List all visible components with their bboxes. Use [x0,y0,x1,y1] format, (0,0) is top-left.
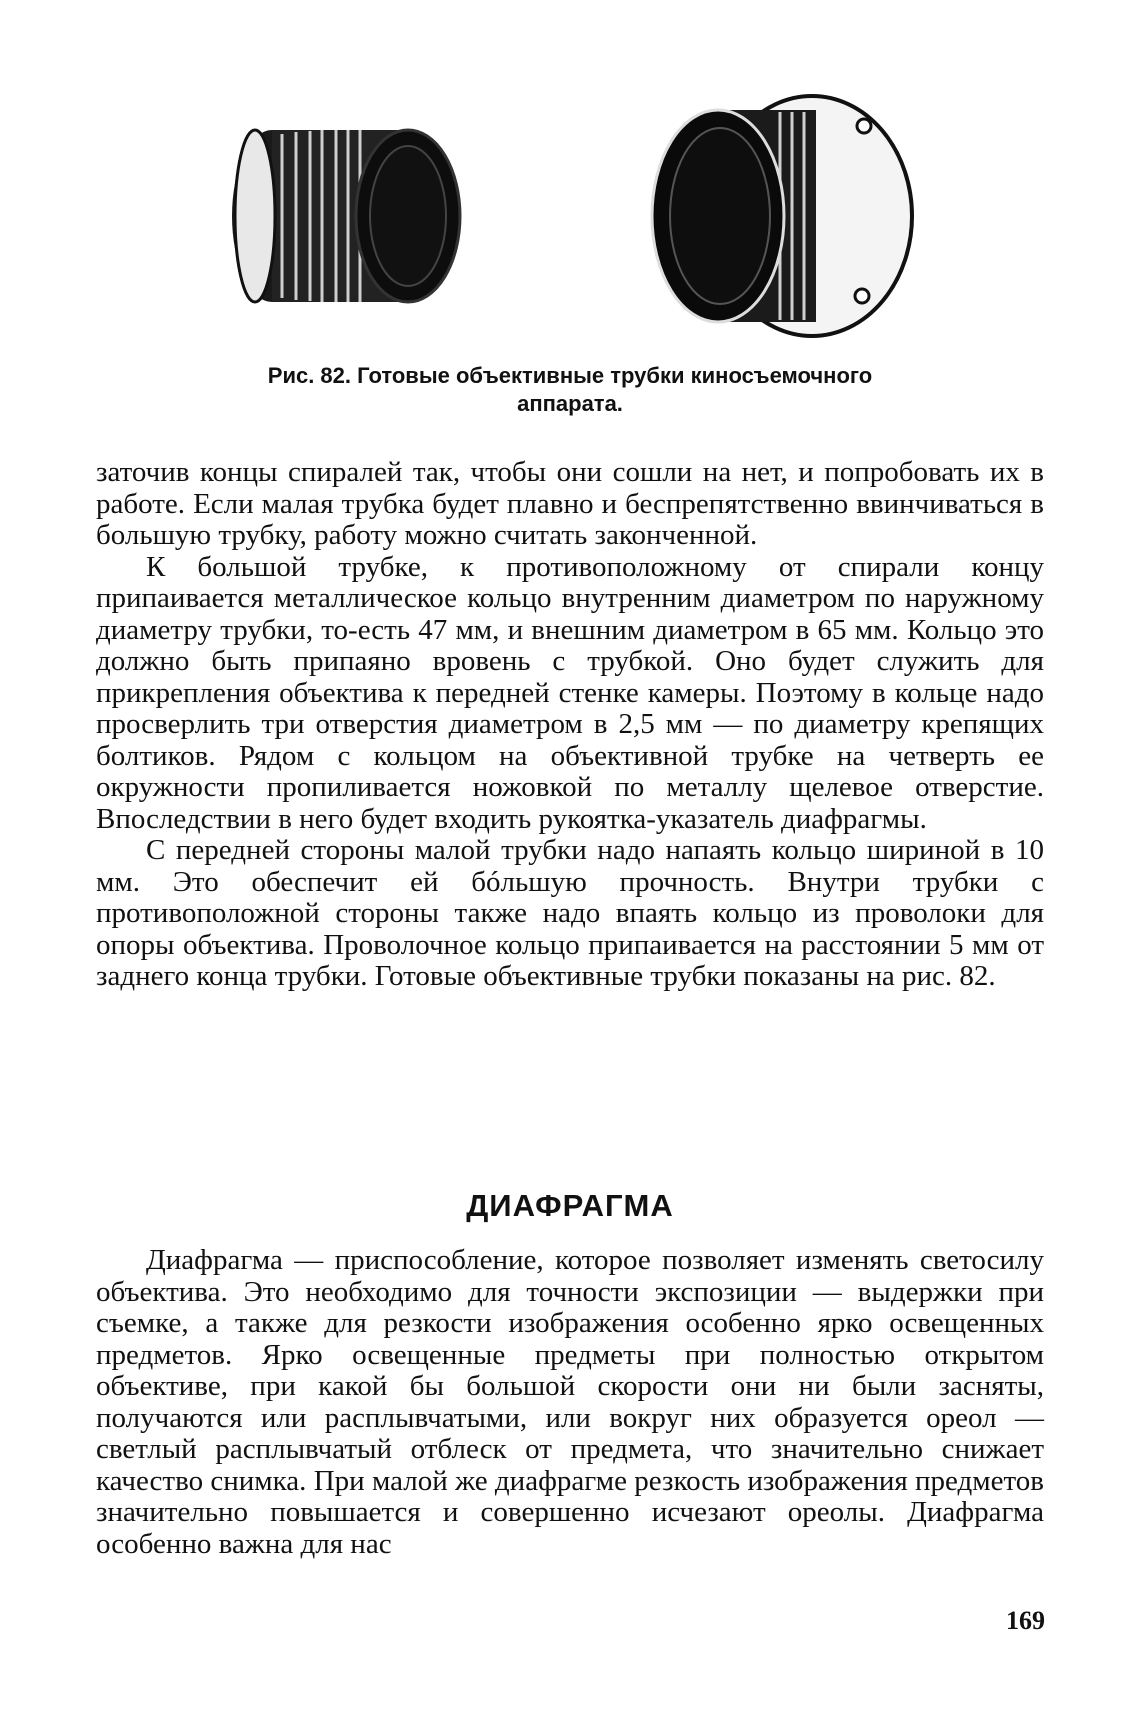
lens-tubes-illustration [0,0,1140,360]
figure-caption [150,362,990,418]
large-lens-tube-with-flange-image [652,96,912,336]
paragraph-3: С передней стороны малой трубки надо напаять кольцо шириной в 10 мм. Это обеспечит ей бóльшую прочность. Внутри трубки с противоположной стороны также надо впаять кольцо из проволоки для опоры объектива. Проволочное кольцо припаивается на расстоянии 5 мм от заднего конца трубки. Готовые объективные трубки показаны на рис. 82. [96,834,1044,992]
section-paragraph: Диафрагма — приспособление, которое позволяет изменять светосилу объектива. Это необходимо для точности экспозиции — выдержки при съемке, а также для резкости изображения особенно ярко освещенных предметов. Ярко освещенные предметы при полностью открытом объективе, при какой бы большой скорости они ни были засняты, получаются или расплывчатыми, или вокруг них образуется ореол — светлый расплывчатый отблеск от предмета, что значительно снижает качество снимка. При малой же диафрагме резкость изображения предметов значительно повышается и совершенно исчезают ореолы. Диафрагма особенно важна для нас [96,1244,1044,1560]
paragraph-2: К большой трубке, к противоположному от спирали концу припаивается металлическое кольцо внутренним диаметром по наружному диаметру трубки, то-есть 47 мм, и внешним диаметром в 65 мм. Кольцо это должно быть припаяно вровень с трубкой. Оно будет служить для прикрепления объектива к передней стенке камеры. Поэтому в кольце надо просверлить три отверстия диаметром в 2,5 мм — по диаметру крепящих болтиков. Рядом с кольцом на объективной трубке на четверть ее окружности пропиливается ножовкой по металлу щелевое отверстие. Впоследствии в него будет входить рукоятка-указатель диафрагмы. [96,550,1044,835]
page-number: 169 [1006,1606,1045,1635]
paragraph-1: заточив концы спиралей так, чтобы они сошли на нет, и попробовать их в работе. Если малая трубка будет плавно и беспрепятственно ввинчиваться в большую трубку, работу можно считать законченной. [96,456,1044,551]
section-heading: ДИАФРАГМА [466,1188,674,1223]
caption-line-1: Рис. 82. Готовые объективные трубки киносъемочного [267,363,873,388]
body-text [96,457,1044,993]
figure-82 [0,0,1140,416]
caption-line-2: аппарата. [517,391,623,416]
small-lens-tube-image [232,130,460,302]
section-body-text [96,1245,1044,1560]
